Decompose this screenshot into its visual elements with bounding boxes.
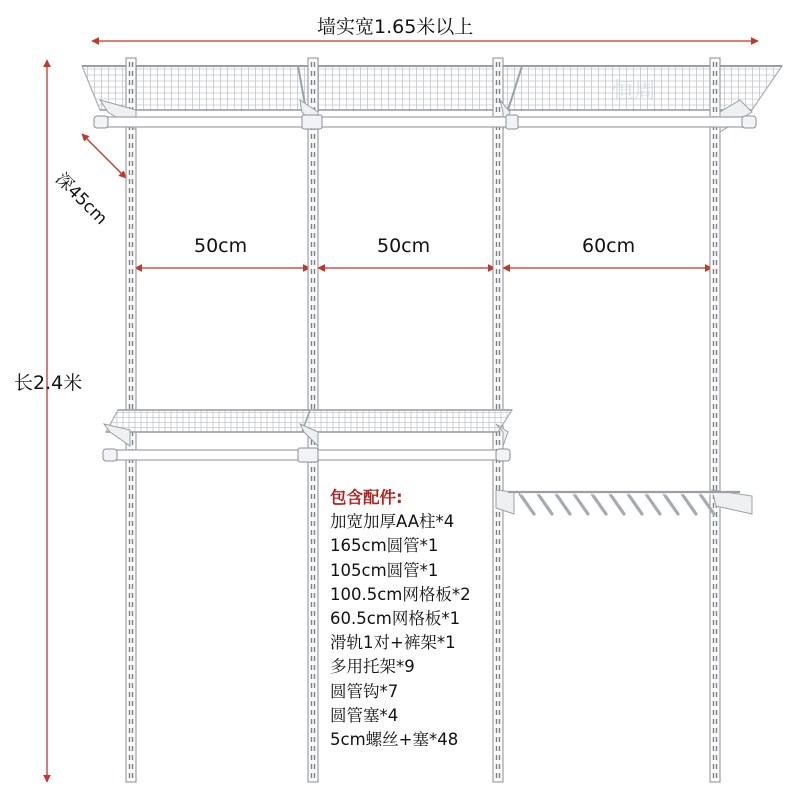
top-hanging-rod xyxy=(94,115,756,129)
parts-list-item: 5cm螺丝+塞*48 xyxy=(330,730,459,750)
middle-hanging-rod xyxy=(103,448,510,462)
depth-dimension-line xyxy=(82,134,126,178)
parts-list-item: 滑轨1对+裤架*1 xyxy=(330,633,456,653)
parts-list-item: 加宽加厚AA柱*4 xyxy=(330,512,455,532)
bay-3-width-label: 60cm xyxy=(582,235,636,257)
bay-1-width-label: 50cm xyxy=(194,235,248,257)
parts-list-item: 100.5cm网格板*2 xyxy=(330,584,471,604)
height-label: 长2.4米 xyxy=(14,372,83,394)
aa-column-4 xyxy=(710,58,720,782)
parts-list-item: 60.5cm网格板*1 xyxy=(330,609,461,629)
parts-list-heading: 包含配件: xyxy=(330,488,403,507)
parts-list-item: 165cm圆管*1 xyxy=(330,536,439,556)
parts-list-item: 圆管塞*4 xyxy=(330,705,399,725)
wall-width-label: 墙实宽1.65米以上 xyxy=(317,16,474,38)
top-wire-shelf xyxy=(82,66,782,110)
bay-2-width-label: 50cm xyxy=(377,235,431,257)
parts-list-item: 多用托架*9 xyxy=(330,657,415,677)
depth-label: 深45cm xyxy=(51,169,111,229)
parts-list xyxy=(330,486,471,752)
parts-list-item: 圆管钩*7 xyxy=(330,681,399,701)
parts-list-item: 105cm圆管*1 xyxy=(330,560,439,580)
watermark: 恒周 xyxy=(612,79,657,104)
